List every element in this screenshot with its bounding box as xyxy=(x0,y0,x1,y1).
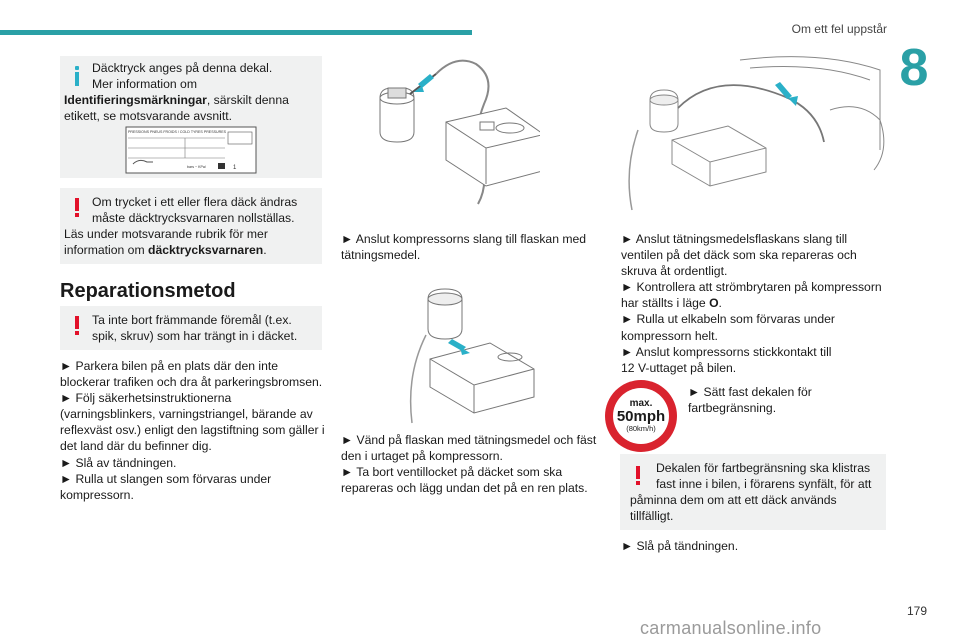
watermark: carmanualsonline.info xyxy=(640,618,822,638)
section-heading: Reparationsmetod xyxy=(60,280,236,302)
illustration-bottle-on-compressor xyxy=(400,275,550,425)
illustration-compressor-hose-to-bottle xyxy=(360,52,540,222)
step-line: repareras och lägg undan det på en ren plats. xyxy=(341,481,588,496)
step-line: kompressorn helt. xyxy=(621,328,718,343)
step-line: ► Kontrollera att strömbrytaren på kompressorn xyxy=(621,280,882,295)
step-line: den i urtaget på kompressorn. xyxy=(341,449,503,464)
speed-limit-sticker-icon xyxy=(605,380,677,452)
step-line: ► Rulla ut slangen som förvaras under xyxy=(60,471,272,486)
step-line: ► Anslut kompressorns slang till flaskan med xyxy=(341,232,587,246)
section-title: Om ett fel uppstår xyxy=(791,22,887,36)
chapter-number: 8 xyxy=(899,39,929,97)
illustration-hose-to-tyre-valve xyxy=(620,50,890,225)
step-line: skruva åt ordentligt. xyxy=(621,264,728,279)
warning-box-foreign-objects-text: Ta inte bort främmande föremål (t.ex. spik, skruv) som har trängt in i däcket. xyxy=(92,313,298,343)
step-line: blockerar trafiken och dra åt parkeringsbromsen. xyxy=(60,375,323,390)
step-line: ► Följ säkerhetsinstruktionerna xyxy=(60,391,232,406)
step-line: ► Vänd på flaskan med tätningsmedel och fäst xyxy=(341,433,597,447)
warning-box-tyre-pressure-text: Om trycket i ett eller flera däck ändras måste däcktrycksvarnaren nollställas. Läs under motsvarande rubrik för mer information om däcktrycksvarnaren. xyxy=(64,195,298,257)
step-line: fartbegränsning. xyxy=(688,401,777,416)
left-steps xyxy=(60,358,325,503)
label-units: bars ~ KPa/ xyxy=(187,165,206,169)
step-line: ► Anslut kompressorns stickkontakt till xyxy=(621,344,832,359)
label-heading: PRESSIONS PNEUS FROIDS / COLD TYRES PRESSURES xyxy=(128,130,226,134)
step-line: ► Rulla ut elkabeln som förvaras under xyxy=(621,312,835,327)
tyre-pressure-label-image xyxy=(125,126,257,174)
warning-box-speed-sticker-text: Dekalen för fartbegränsning ska klistras fast inne i bilen, i förarens synfält, för att påminna dem om att ett däck används tillfälligt. xyxy=(630,461,872,523)
label-code: 1 xyxy=(233,165,237,171)
step-line: ► Slå av tändningen. xyxy=(60,455,177,470)
last-step: ► Slå på tändningen. xyxy=(621,539,739,553)
page-number: 179 xyxy=(906,604,927,618)
middle-text-2 xyxy=(341,432,596,496)
info-box-text: Däcktryck anges på denna dekal. Mer information om Identifieringsmärkningar, särskilt denna etikett, se motsvarande avsnitt. xyxy=(64,61,289,123)
speed-sign-middle: 50mph xyxy=(616,408,666,425)
speed-sign-bottom: (80km/h) xyxy=(626,424,656,433)
switch-position: O xyxy=(709,296,719,311)
step-line: tätningsmedel. xyxy=(341,248,421,263)
sign-text xyxy=(688,384,812,416)
step-line: ventilen på det däck som ska repareras och xyxy=(621,248,857,263)
step-line: (varningsblinkers, varningstriangel, bärande av xyxy=(60,407,313,422)
step-line: ► Sätt fast dekalen för xyxy=(688,385,812,399)
step-line: ► Anslut tätningsmedelsflaskans slang till xyxy=(621,232,848,246)
step-line: har ställts i läge O. xyxy=(621,296,722,311)
right-text-1 xyxy=(621,231,882,376)
step-line: 12 V-uttaget på bilen. xyxy=(621,360,737,375)
step-line: reflexväst osv.) enligt den lagstiftning som gäller i xyxy=(60,423,325,438)
step-line: det land där du befinner dig. xyxy=(60,439,212,454)
step-line: ► Ta bort ventillocket på däcket som ska xyxy=(341,465,563,480)
speed-sign-top: max. xyxy=(629,398,653,409)
middle-text-1 xyxy=(341,231,586,263)
step-line: ► Parkera bilen på en plats där den inte xyxy=(60,359,279,373)
header-accent-bar xyxy=(0,30,472,35)
step-line: kompressorn. xyxy=(60,487,134,502)
